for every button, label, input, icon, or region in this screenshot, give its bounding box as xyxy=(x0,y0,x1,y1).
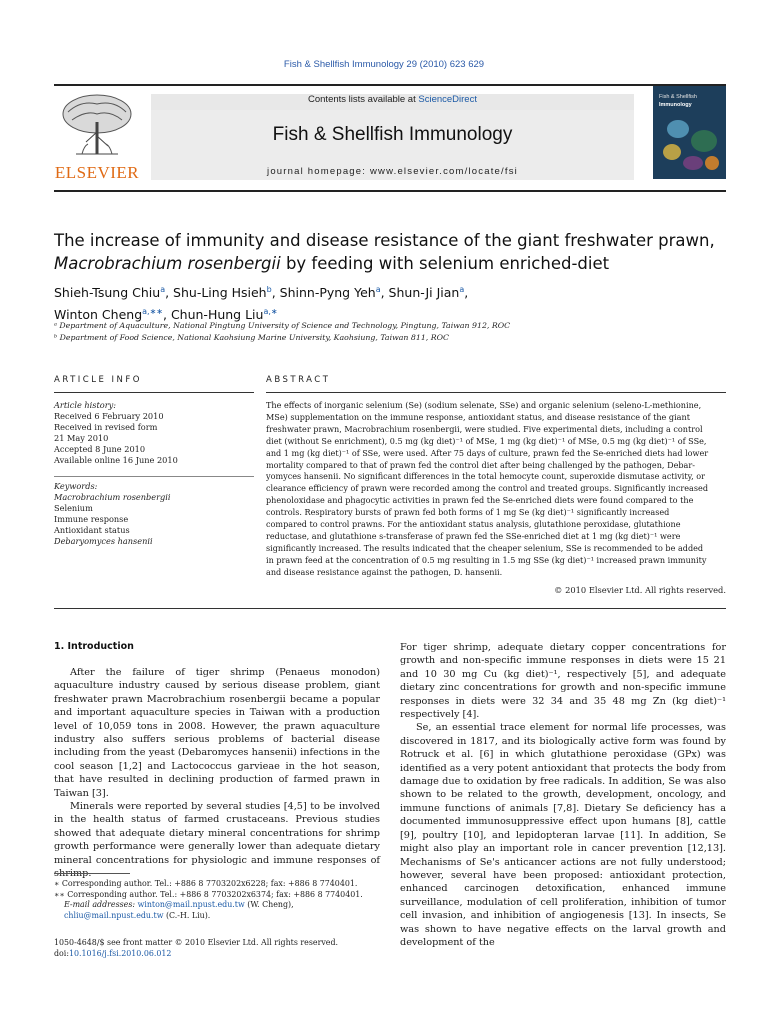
body-paragraph: After the failure of tiger shrimp (Penaeus monodon) aquaculture industry caused by serious disease problem, giant freshwater prawn Macrobrachium rosenbergii became a popular and important aquaculture species in Taiwan with a production level of 10,059 tons in 2008. However, the prawn aquaculture industry also suffers serious problems of bacterial disease including from the yeast (Debaromyces hansenii) infections in the cool season [1,2] and Lactococcus garvieae in the hot season, that have resulted in declining production of farmed prawn in Taiwan [3]. xyxy=(54,667,380,799)
footnote-rule xyxy=(54,873,130,874)
header-bottom-rule xyxy=(54,190,726,192)
doi-prefix: doi: xyxy=(54,949,69,958)
cover-graphic xyxy=(667,120,689,138)
author-name[interactable]: Chun-Hung Liu xyxy=(170,307,264,323)
abstract-line: and disease resistance against the pathogen, D. hansenii. xyxy=(266,566,503,577)
abstract-line: controls. Respiratory bursts of prawn fed both forms of 1 mg Se (kg diet)⁻¹ significantly increased xyxy=(266,507,670,518)
author-affil-marker[interactable]: a xyxy=(459,285,465,294)
body-paragraph: For tiger shrimp, adequate dietary copper concentrations for growth and non-specific immune responses in diets were 15 21 and 10 30 mg Cu (kg diet)⁻¹, respectively [5], and adequate dietary zinc concentrations for growth and non-specific immune responses in diets were 32 34 and 35 48 mg Zn (kg diet)⁻¹ respectively [4]. xyxy=(400,642,726,721)
author-affil-marker[interactable]: a xyxy=(160,285,166,294)
cover-graphic xyxy=(663,144,681,160)
contents-prefix: Contents lists available at xyxy=(308,94,419,105)
keyword: Immune response xyxy=(54,514,129,524)
article-title xyxy=(54,229,734,275)
abstract-line: The effects of inorganic selenium (Se) (sodium selenate, SSe) and organic selenium (seleno-L-methionine, xyxy=(266,400,702,410)
article-info-label: ARTICLE INFO xyxy=(54,375,142,385)
keywords-header: Keywords: xyxy=(54,481,98,491)
affiliation: ᵇ Department of Food Science, National Kaohsiung Marine University, Kaohsiung, Taiwan 811, ROC xyxy=(54,333,449,342)
doi-link[interactable]: 10.1016/j.fsi.2010.06.012 xyxy=(68,949,172,958)
email-link[interactable]: chliu@mail.npust.edu.tw xyxy=(64,910,164,920)
elsevier-logo[interactable] xyxy=(54,92,140,182)
abstract-line: in prawn feed at the concentration of 0.5 mg resulting in 1.5 mg SSe (kg diet)⁻¹ increased prawn immunity xyxy=(266,554,707,565)
author-affil-marker[interactable]: a,∗∗ xyxy=(142,307,163,317)
body-left-column xyxy=(54,666,380,881)
journal-cover-image[interactable] xyxy=(653,86,726,179)
article-info-rule xyxy=(54,392,254,393)
keywords xyxy=(54,481,254,547)
article-history xyxy=(54,400,254,466)
abstract-line: yomyces hansenii. No significant differences in the total hemocyte count, superoxide dismutase activity, or xyxy=(266,471,705,482)
author-name[interactable]: Shieh-Tsung Chiu xyxy=(54,285,161,301)
history-item: Received in revised form xyxy=(54,422,158,432)
abstract-line: mortality compared to that of prawn fed the control diet after being challenged by the pathogen, Debar- xyxy=(266,459,695,470)
abstract-line: phenoloxidase and phagocytic activities in prawn fed the Se-enriched diets were found compared to the xyxy=(266,495,694,506)
keyword: Macrobrachium rosenbergii xyxy=(54,492,171,502)
abstract-line: freshwater prawn, Macrobrachium rosenbergii, were studied. Five experimental diets, including a control xyxy=(266,423,703,434)
author-separator: , xyxy=(162,307,171,323)
cover-title-line1: Fish & Shellfish xyxy=(659,94,697,100)
abstract-line: significantly increased. The results indicated that the cheaper selenium, SSe is recommended to be added xyxy=(266,542,704,553)
abstract-label: ABSTRACT xyxy=(266,375,331,385)
author-separator: , xyxy=(380,285,389,301)
sciencedirect-link[interactable]: ScienceDirect xyxy=(418,94,477,105)
keyword: Antioxidant status xyxy=(54,525,130,535)
email-addresses xyxy=(54,900,380,921)
cover-title-line2: Immunology xyxy=(659,102,692,108)
cover-graphic xyxy=(705,156,719,170)
email-link[interactable]: winton@mail.npust.edu.tw xyxy=(137,900,245,910)
journal-homepage[interactable]: journal homepage: www.elsevier.com/locate/fsi xyxy=(267,166,518,177)
article-history-header: Article history: xyxy=(54,400,116,410)
footnotes xyxy=(54,879,380,921)
cover-graphic xyxy=(683,156,703,170)
history-item: Received 6 February 2010 xyxy=(54,411,164,421)
journal-header-inner xyxy=(151,110,634,180)
abstract-rule xyxy=(266,392,726,393)
email-owner: (C.-H. Liu). xyxy=(163,910,211,920)
page-footer xyxy=(54,937,384,959)
corresponding-author-note: ∗ Corresponding author. Tel.: +886 8 7703202x6228; fax: +886 8 7740401. xyxy=(54,879,358,888)
abstract-bottom-rule xyxy=(54,608,726,609)
journal-name: Fish & Shellfish Immunology xyxy=(272,124,513,145)
introduction-heading: 1. Introduction xyxy=(54,641,134,652)
author-separator: , xyxy=(464,285,469,301)
history-item: 21 May 2010 xyxy=(54,433,109,443)
author-affil-marker[interactable]: a xyxy=(375,285,381,294)
publisher-name: ELSEVIER xyxy=(54,163,140,182)
abstract-line: diet (without Se enrichment), 0.5 mg (kg diet)⁻¹ of MSe, 1 mg (kg diet)⁻¹ of MSe, 0.5 mg (kg diet)⁻¹ of SSe, xyxy=(266,435,707,446)
title-line1: The increase of immunity and disease resistance of the giant freshwater prawn, xyxy=(54,231,715,250)
author-name[interactable]: Winton Cheng xyxy=(54,307,143,323)
abstract-text xyxy=(266,400,726,579)
keyword: Selenium xyxy=(54,503,93,513)
abstract-line: clearance efficiency of prawn were recorded among the control and treated groups. Significantly increased xyxy=(266,483,709,494)
affiliations xyxy=(54,320,654,344)
author-name[interactable]: Shun-Ji Jian xyxy=(388,285,460,301)
author-affil-marker[interactable]: a,∗ xyxy=(263,307,278,317)
author-separator: , xyxy=(165,285,174,301)
email-owner: (W. Cheng), xyxy=(244,900,294,910)
body-paragraph: Minerals were reported by several studies [4,5] to be involved in the health status of farmed crustaceans. Previous studies showed that adequate dietary mineral concentrations for shrimp growth performance were generally lower than adequate dietary mineral concentrations for physiologic and immune responses of shrimp. xyxy=(54,801,380,880)
doi-line xyxy=(54,948,384,959)
author-affil-marker[interactable]: b xyxy=(266,285,272,294)
cover-graphic xyxy=(691,130,717,152)
author-name[interactable]: Shinn-Pyng Yeh xyxy=(279,285,376,301)
body-paragraph: Se, an essential trace element for normal life processes, was discovered in 1817, and its biologically active form was found by Rotruck et al. [6] in which glutathione peroxidase (GPx) was identified as a very potent antioxidant that protects the body from damage due to oxidation by free radicals. In addition, Se was also shown to be related to the growth, development, oncology, and immune functions of animals [7,8]. Dietary Se deficiency has a documented immunosuppressive effect upon humans [8], cattle [9], poultry [10], and lepidopteran larvae [11]. In addition, Se might also play an important role in cancer prevention [12,13]. Mechanisms of Se's anticancer actions are not fully understood; however, several have been proposed: antioxidant protection, enhanced carcinogen detoxification, enhanced immune surveillance, modulation of cell proliferation, inhibition of tumor cell invasion, and inhibition of angiogenesis [13]. In insects, Se was shown to have negative effects on the larval growth and development of the xyxy=(400,722,726,948)
abstract-line: compared to control prawns. For the antioxidant status analysis, glutathione peroxidase, glutathione xyxy=(266,519,681,530)
body-right-column xyxy=(400,641,726,949)
affiliation: ᵃ Department of Aquaculture, National Pingtung University of Science and Technology, Pingtung, Taiwan 912, ROC xyxy=(54,321,511,330)
author-list xyxy=(54,280,614,324)
email-label: E-mail addresses: xyxy=(64,900,138,910)
history-item: Available online 16 June 2010 xyxy=(54,455,178,465)
abstract-copyright: © 2010 Elsevier Ltd. All rights reserved. xyxy=(554,585,726,595)
journal-header-box xyxy=(151,94,634,180)
journal-reference[interactable]: Fish & Shellfish Immunology 29 (2010) 623 629 xyxy=(283,59,485,70)
issn-line: 1050-4648/$ see front matter © 2010 Elsevier Ltd. All rights reserved. xyxy=(54,938,339,947)
tree-icon xyxy=(56,92,138,160)
title-italic: Macrobrachium rosenbergii xyxy=(54,254,281,273)
contents-line xyxy=(151,94,634,105)
keyword: Debaryomyces hansenii xyxy=(54,536,153,546)
title-rest: by feeding with selenium enriched-diet xyxy=(280,254,610,273)
keywords-rule xyxy=(54,476,254,477)
header-top-rule xyxy=(54,84,726,86)
history-item: Accepted 8 June 2010 xyxy=(54,444,146,454)
corresponding-author-note: ∗∗ Corresponding author. Tel.: +886 8 7703202x6374; fax: +886 8 7740401. xyxy=(54,889,363,899)
abstract-line: reductase, and glutathione s-transferase of prawn fed the SSe-enriched diet at 1 mg (kg diet)⁻¹ were xyxy=(266,530,681,541)
author-separator: , xyxy=(271,285,280,301)
abstract-line: MSe) supplementation on the immune response, antioxidant status, and disease resistance of the giant xyxy=(266,411,690,422)
author-name[interactable]: Shu-Ling Hsieh xyxy=(173,285,267,301)
abstract-line: and 1 mg (kg diet)⁻¹ of SSe, were used. After 75 days of culture, prawn fed the Se-enriched diets had lower xyxy=(266,447,709,458)
